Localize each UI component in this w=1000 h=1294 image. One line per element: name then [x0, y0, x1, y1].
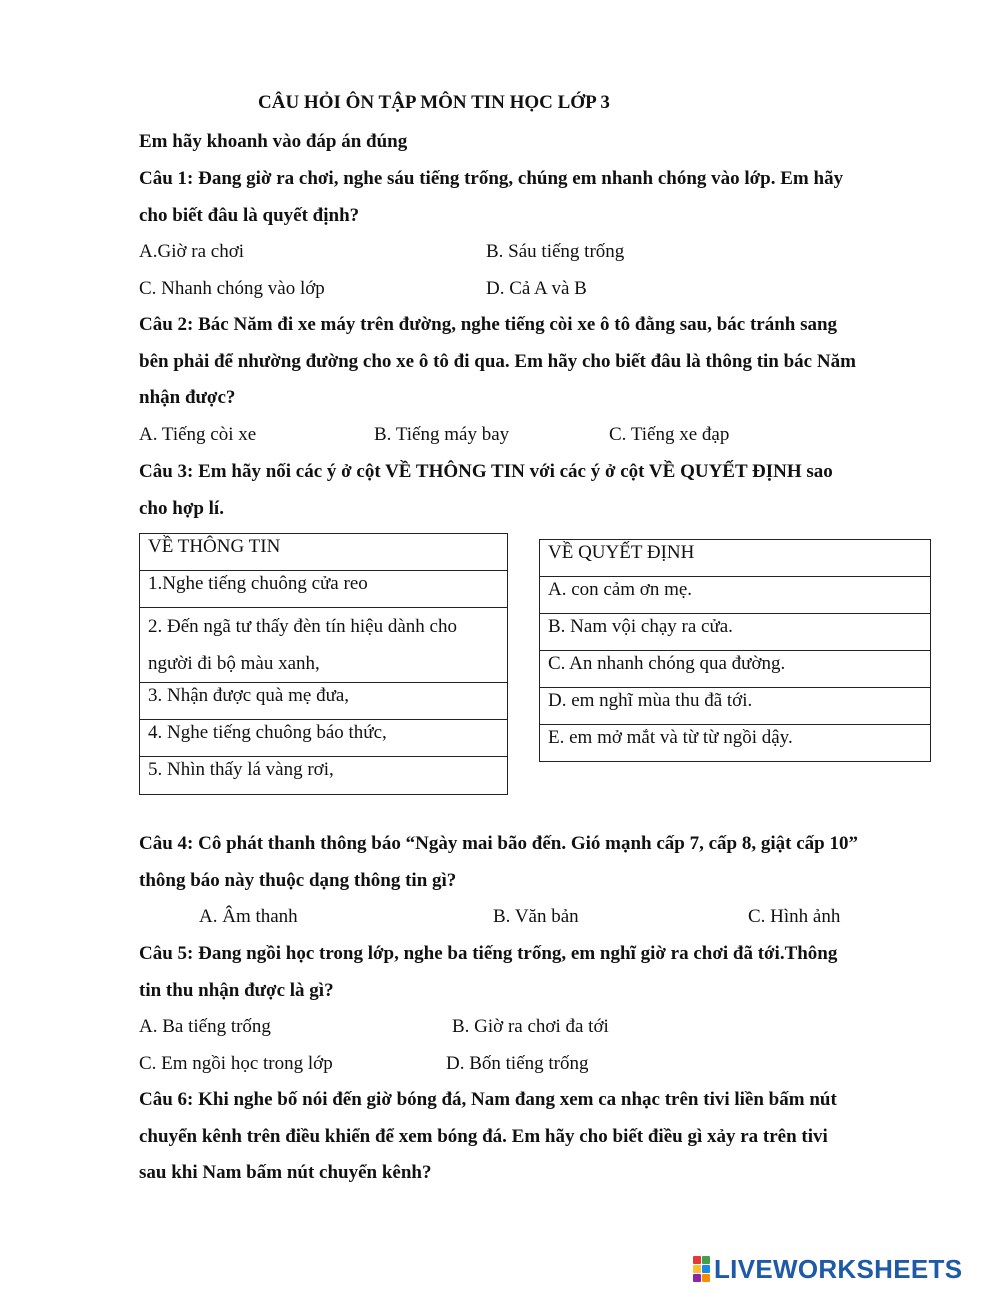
question-5-line-1: Câu 5: Đang ngồi học trong lớp, nghe ba tiếng trống, em nghĩ giờ ra chơi đã tới.Thông: [139, 943, 838, 964]
logo-mark-cell: [702, 1265, 710, 1273]
logo-mark-cell: [693, 1256, 701, 1264]
liveworksheets-logo-icon: [693, 1256, 710, 1282]
info-item-4[interactable]: 4. Nghe tiếng chuông báo thức,: [140, 720, 508, 757]
question-3-line-2: cho hợp lí.: [139, 497, 224, 519]
question-1-line-1: [139, 161, 931, 198]
info-item-3[interactable]: 3. Nhận được quà mẹ đưa,: [140, 683, 508, 720]
q5-option-c[interactable]: C. Em ngồi học trong lớp: [139, 1053, 333, 1074]
question-4-line-2: thông báo này thuộc dạng thông tin gì?: [139, 869, 457, 891]
decision-item-b[interactable]: B. Nam vội chạy ra cửa.: [540, 614, 931, 651]
logo-mark-cell: [693, 1274, 701, 1282]
info-item-1[interactable]: 1.Nghe tiếng chuông cửa reo: [140, 571, 508, 608]
question-2: [139, 307, 931, 417]
question-2-line-1: [139, 307, 931, 344]
question-3-text: : Em hãy nối các ý ở cột VỀ THÔNG TIN với các ý ở cột VỀ QUYẾT ĐỊNH sao: [187, 461, 833, 482]
decision-item-a[interactable]: A. con cảm ơn mẹ.: [540, 577, 931, 614]
question-3-line-1: [139, 454, 931, 491]
decision-item-e[interactable]: E. em mở mắt và từ từ ngồi dậy.: [540, 725, 931, 762]
logo-mark-cell: [693, 1265, 701, 1273]
instruction: Em hãy khoanh vào đáp án đúng: [139, 131, 408, 152]
q2-option-a[interactable]: A. Tiếng còi xe: [139, 424, 257, 445]
question-3: [139, 454, 931, 527]
logo-mark-cell: [702, 1274, 710, 1282]
question-4-line-1: Câu 4: Cô phát thanh thông báo “Ngày mai bão đến. Gió mạnh cấp 7, cấp 8, giật cấp 10”: [139, 833, 858, 854]
question-1-line-2: cho biết đâu là quyết định?: [139, 204, 360, 226]
decision-column-header: VỀ QUYẾT ĐỊNH: [540, 540, 931, 577]
question-2-label: Câu 2: [139, 314, 188, 335]
q1-option-b[interactable]: B. Sáu tiếng trống: [486, 241, 625, 262]
decision-item-d[interactable]: D. em nghĩ mùa thu đã tới.: [540, 688, 931, 725]
question-1-text: : Đang giờ ra chơi, nghe sáu tiếng trống, chúng em nhanh chóng vào lớp. Em hãy: [187, 168, 844, 189]
logo-mark-cell: [702, 1256, 710, 1264]
question-6-line-1: Câu 6: Khi nghe bố nói đến giờ bóng đá, Nam đang xem ca nhạc trên tivi liền bấm nút: [139, 1089, 837, 1110]
q2-option-c[interactable]: C. Tiếng xe đạp: [609, 424, 730, 445]
q4-option-a[interactable]: A. Âm thanh: [199, 906, 298, 927]
liveworksheets-logo-text: LIVEWORKSHEETS: [714, 1253, 963, 1284]
question-1-label: Câu 1: [139, 168, 188, 189]
q1-option-d[interactable]: D. Cả A và B: [486, 278, 587, 299]
q5-option-b[interactable]: B. Giờ ra chơi đa tới: [452, 1016, 609, 1037]
question-2-line-2: bên phải để nhường đường cho xe ô tô đi qua. Em hãy cho biết đâu là thông tin bác Năm: [139, 350, 856, 372]
info-item-2[interactable]: 2. Đến ngã tư thấy đèn tín hiệu dành cho người đi bộ màu xanh,: [140, 608, 508, 683]
question-1: [139, 161, 931, 234]
question-3-label: Câu 3: [139, 461, 188, 482]
question-2-text: : Bác Năm đi xe máy trên đường, nghe tiếng còi xe ô tô đằng sau, bác tránh sang: [187, 314, 838, 335]
info-column-table: [139, 533, 508, 795]
q5-option-d[interactable]: D. Bốn tiếng trống: [446, 1053, 589, 1074]
q4-option-b[interactable]: B. Văn bản: [493, 906, 579, 927]
page-title: CÂU HỎI ÔN TẬP MÔN TIN HỌC LỚP 3: [258, 92, 610, 113]
q1-option-a[interactable]: A.Giờ ra chơi: [139, 241, 245, 262]
decision-item-c[interactable]: C. An nhanh chóng qua đường.: [540, 651, 931, 688]
question-6-line-3: sau khi Nam bấm nút chuyển kênh?: [139, 1162, 432, 1183]
info-column-header: VỀ THÔNG TIN: [140, 534, 508, 571]
question-5: [139, 936, 931, 1009]
q5-option-a[interactable]: A. Ba tiếng trống: [139, 1016, 271, 1037]
q2-option-b[interactable]: B. Tiếng máy bay: [374, 424, 510, 445]
question-4: [139, 826, 931, 899]
question-5-line-2: tin thu nhận được là gì?: [139, 979, 334, 1001]
q4-option-c[interactable]: C. Hình ảnh: [748, 906, 841, 927]
decision-column-table: [539, 539, 931, 762]
question-2-line-3: nhận được?: [139, 387, 236, 408]
liveworksheets-logo: [693, 1254, 962, 1284]
info-item-5[interactable]: 5. Nhìn thấy lá vàng rơi,: [140, 757, 508, 795]
question-6-line-2: chuyển kênh trên điều khiển để xem bóng đá. Em hãy cho biết điều gì xảy ra trên tivi: [139, 1125, 828, 1147]
question-6: [139, 1082, 931, 1192]
q1-option-c[interactable]: C. Nhanh chóng vào lớp: [139, 278, 325, 299]
